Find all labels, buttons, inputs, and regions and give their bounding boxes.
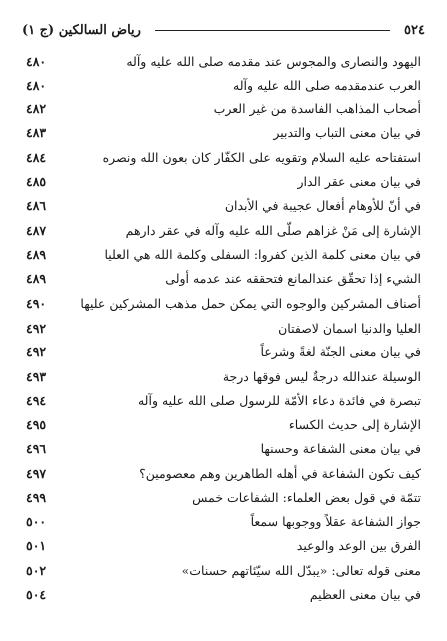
toc-entry-page-number: ٤٨٢ [26,101,47,116]
toc-entry-page-number: ٤٨٥ [26,174,47,189]
toc-entry-title: في أنّ للأوهام أفعال عجيبة في الأبدان [224,198,421,213]
toc-entry [26,269,421,289]
toc-entry-title: في بيان معنى كلمة الذين كفروا: السفلى وكلمة الله هي العليا [104,247,421,262]
toc-entry-title: في بيان معنى العظيم [309,587,421,602]
toc-entry [26,99,421,119]
toc-entry-title: جواز الشفاعة عقلاً ووجوبها سمعاً [250,514,421,529]
toc-entry [26,172,421,192]
toc-entry-page-number: ٤٨٩ [26,271,47,286]
toc-entry-title: الفرق بين الوعد والوعيد [296,538,421,553]
toc-entry [26,464,421,484]
page-number: ٥٢٤ [404,22,425,38]
toc-entry-title: العليا والدنيا اسمان لاصفتان [278,321,421,336]
toc-entry-title: تتمّة في قول بعض العلماء: الشفاعات خمس [192,490,421,505]
toc-entry-page-number: ٤٨٠ [26,78,47,93]
toc-entry [26,512,421,532]
toc-entry-title: في بيان معنى عقر الدار [297,174,421,189]
toc-entry [26,561,421,581]
toc-entry-page-number: ٥٠٤ [26,587,47,602]
toc-entry-page-number: ٤٩٤ [26,393,47,408]
toc-entry-page-number: ٤٨٣ [26,125,47,140]
toc-entry [26,123,421,143]
toc-entry [26,196,421,216]
toc-entry [26,415,421,435]
toc-entry-page-number: ٤٩٧ [26,466,47,481]
toc-entry-page-number: ٥٠١ [26,538,47,553]
toc-entry [26,245,421,265]
toc-entry [26,52,421,72]
toc-entry-title: الإشارة إلى حديث الكساء [288,417,421,432]
toc-entry-title: الإشارة إلى مَنْ غزاهم صلّى الله عليه وآله في عقر دارهم [125,223,421,238]
toc-entry-title: في بيان معنى الجنّة لغةً وشرعاً [260,344,421,359]
toc-entry-title: تبصرة في فائدة دعاء الأمّة للرسول صلى الله عليه وآله [137,393,421,408]
toc-entry-title: في بيان معنى الشفاعة وحسنها [260,441,421,456]
toc-entry-title: في بيان معنى التباب والتدبير [273,125,421,140]
toc-entry-title: أصحاب المذاهب الفاسدة من غير العرب [213,101,421,116]
toc-entry-title: الشيء إذا تحقّق عندالمانع فتحققه عند عدمه أولى [165,271,421,286]
toc-entry-title: العرب عندمقدمه صلى الله عليه وآله [233,78,421,93]
toc-entry [26,439,421,459]
toc-entry [26,367,421,387]
toc-entry-page-number: ٥٠٠ [26,514,47,529]
toc-entry-title: أصناف المشركين والوجوه التي يمكن حمل مذهب المشركين عليها [80,296,421,311]
toc-entry-title: اليهود والنصارى والمجوس عند مقدمه صلى الله عليه وآله [126,54,421,69]
toc-entry-page-number: ٥٠٢ [26,563,47,578]
toc-entry [26,585,421,605]
toc-entry [26,391,421,411]
toc-entry [26,76,421,96]
toc-entry [26,319,421,339]
toc-entry-page-number: ٤٨٠ [26,54,47,69]
toc-entry [26,488,421,508]
toc-entry [26,294,421,314]
running-title: رياض السالكين (ج ١) [22,22,141,38]
toc-entry-page-number: ٤٨٩ [26,247,47,262]
toc-entry-title: استفتاحه عليه السلام وتقويه على الكفّار كان بعون الله ونصره [102,150,421,165]
toc-entry-page-number: ٤٩٥ [26,417,47,432]
toc-entry-page-number: ٤٨٧ [26,223,47,238]
toc-entry-title: الوسيلة عندالله درجةٌ ليس فوقها درجة [222,369,421,384]
toc-entry-page-number: ٤٩٦ [26,441,47,456]
toc-entry [26,221,421,241]
toc-entry-page-number: ٤٩٠ [26,296,47,311]
page-header [22,20,425,40]
toc-entry-page-number: ٤٩٢ [26,344,47,359]
toc-entry [26,536,421,556]
header-rule [155,30,390,31]
toc-entry-title: معنى قوله تعالى: «يبدّل الله سيّئاتهم حسنات» [181,563,421,578]
toc-entry-title: كيف تكون الشفاعة في أهله الطاهرين وهم معصومين؟ [139,466,421,481]
toc-entry-page-number: ٤٩٣ [26,369,47,384]
toc-entry [26,148,421,168]
toc-entry-page-number: ٤٨٤ [26,150,47,165]
toc-entry-page-number: ٤٨٦ [26,198,47,213]
toc-entry-page-number: ٤٩٢ [26,321,47,336]
toc-entry [26,342,421,362]
toc-entry-page-number: ٤٩٩ [26,490,47,505]
